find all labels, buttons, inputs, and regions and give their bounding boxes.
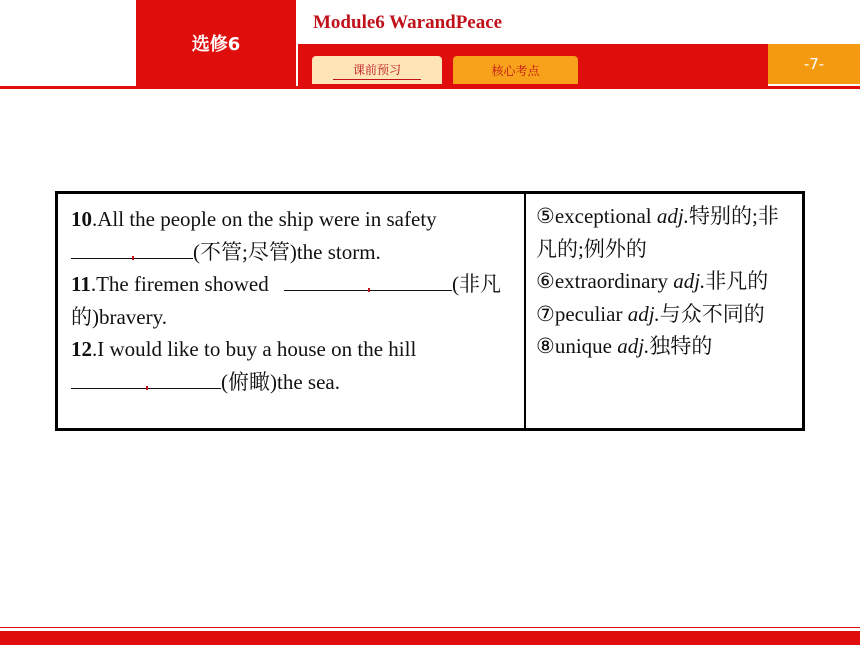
- module-title: Module6 WarandPeace: [313, 12, 503, 33]
- tab-key-points[interactable]: [453, 56, 578, 84]
- exercise-item: [71, 333, 511, 398]
- exercise-text: .I would like to buy a house on the hill: [92, 337, 417, 361]
- exercise-number: 11: [71, 272, 91, 296]
- tab-preview[interactable]: [312, 56, 442, 84]
- vocab-pos: adj.: [656, 204, 689, 228]
- blank-marker: [132, 256, 134, 260]
- column-divider: [524, 194, 526, 428]
- exercise-text: (不管;尽管)the storm.: [193, 239, 381, 264]
- exercise-card: [55, 191, 805, 431]
- vocab-mark: ⑦: [536, 301, 555, 326]
- exercise-item: [71, 203, 511, 268]
- footer-band: [0, 631, 860, 645]
- footer-rule: [0, 627, 860, 628]
- vocab-pos: adj.: [617, 334, 650, 358]
- vocab-word: unique: [554, 334, 612, 358]
- course-badge: [136, 0, 296, 86]
- header-rule: [0, 86, 860, 89]
- vocab-item: [536, 298, 798, 331]
- vocab-meaning: 非凡的: [705, 269, 769, 293]
- vocab-mark: ⑥: [536, 269, 555, 293]
- vocab-word: peculiar: [554, 301, 623, 326]
- header-blank-area: [0, 0, 136, 86]
- vocab-item: [536, 330, 798, 363]
- exercise-text: .The firemen showed: [90, 272, 274, 296]
- exercise-list: [71, 203, 511, 398]
- vocab-meaning: 与众不同的: [659, 301, 765, 326]
- vocab-item: [536, 265, 798, 298]
- course-label: 选修6: [191, 34, 241, 55]
- answer-blank[interactable]: [284, 268, 452, 291]
- vocab-list: [536, 200, 798, 363]
- vocab-mark: ⑤: [536, 204, 555, 228]
- vocab-pos: adj.: [673, 269, 706, 293]
- vocab-meaning: 特别的;非凡的;例外的: [536, 204, 779, 261]
- vocab-meaning: 独特的: [649, 334, 713, 358]
- exercise-number: 12: [71, 337, 92, 361]
- exercise-text: .All the people on the ship were in safety: [92, 207, 437, 231]
- vocab-item: [536, 200, 798, 265]
- blank-marker: [368, 288, 370, 292]
- exercise-number: 10: [71, 207, 92, 231]
- page-number: -7-: [768, 44, 860, 84]
- tab-key-points-label: 核心考点: [491, 63, 540, 78]
- tab-preview-label: 课前预习: [333, 61, 421, 80]
- vocab-mark: ⑧: [536, 334, 555, 358]
- answer-blank[interactable]: [71, 236, 193, 259]
- vocab-word: extraordinary: [554, 269, 668, 293]
- vocab-pos: adj.: [627, 301, 660, 326]
- exercise-item: [71, 268, 511, 333]
- blank-marker: [146, 386, 148, 390]
- vocab-word: exceptional: [554, 204, 652, 228]
- answer-blank[interactable]: [71, 366, 221, 389]
- exercise-text: (非凡的)bravery.: [71, 272, 501, 329]
- exercise-text: (俯瞰)the sea.: [221, 369, 340, 394]
